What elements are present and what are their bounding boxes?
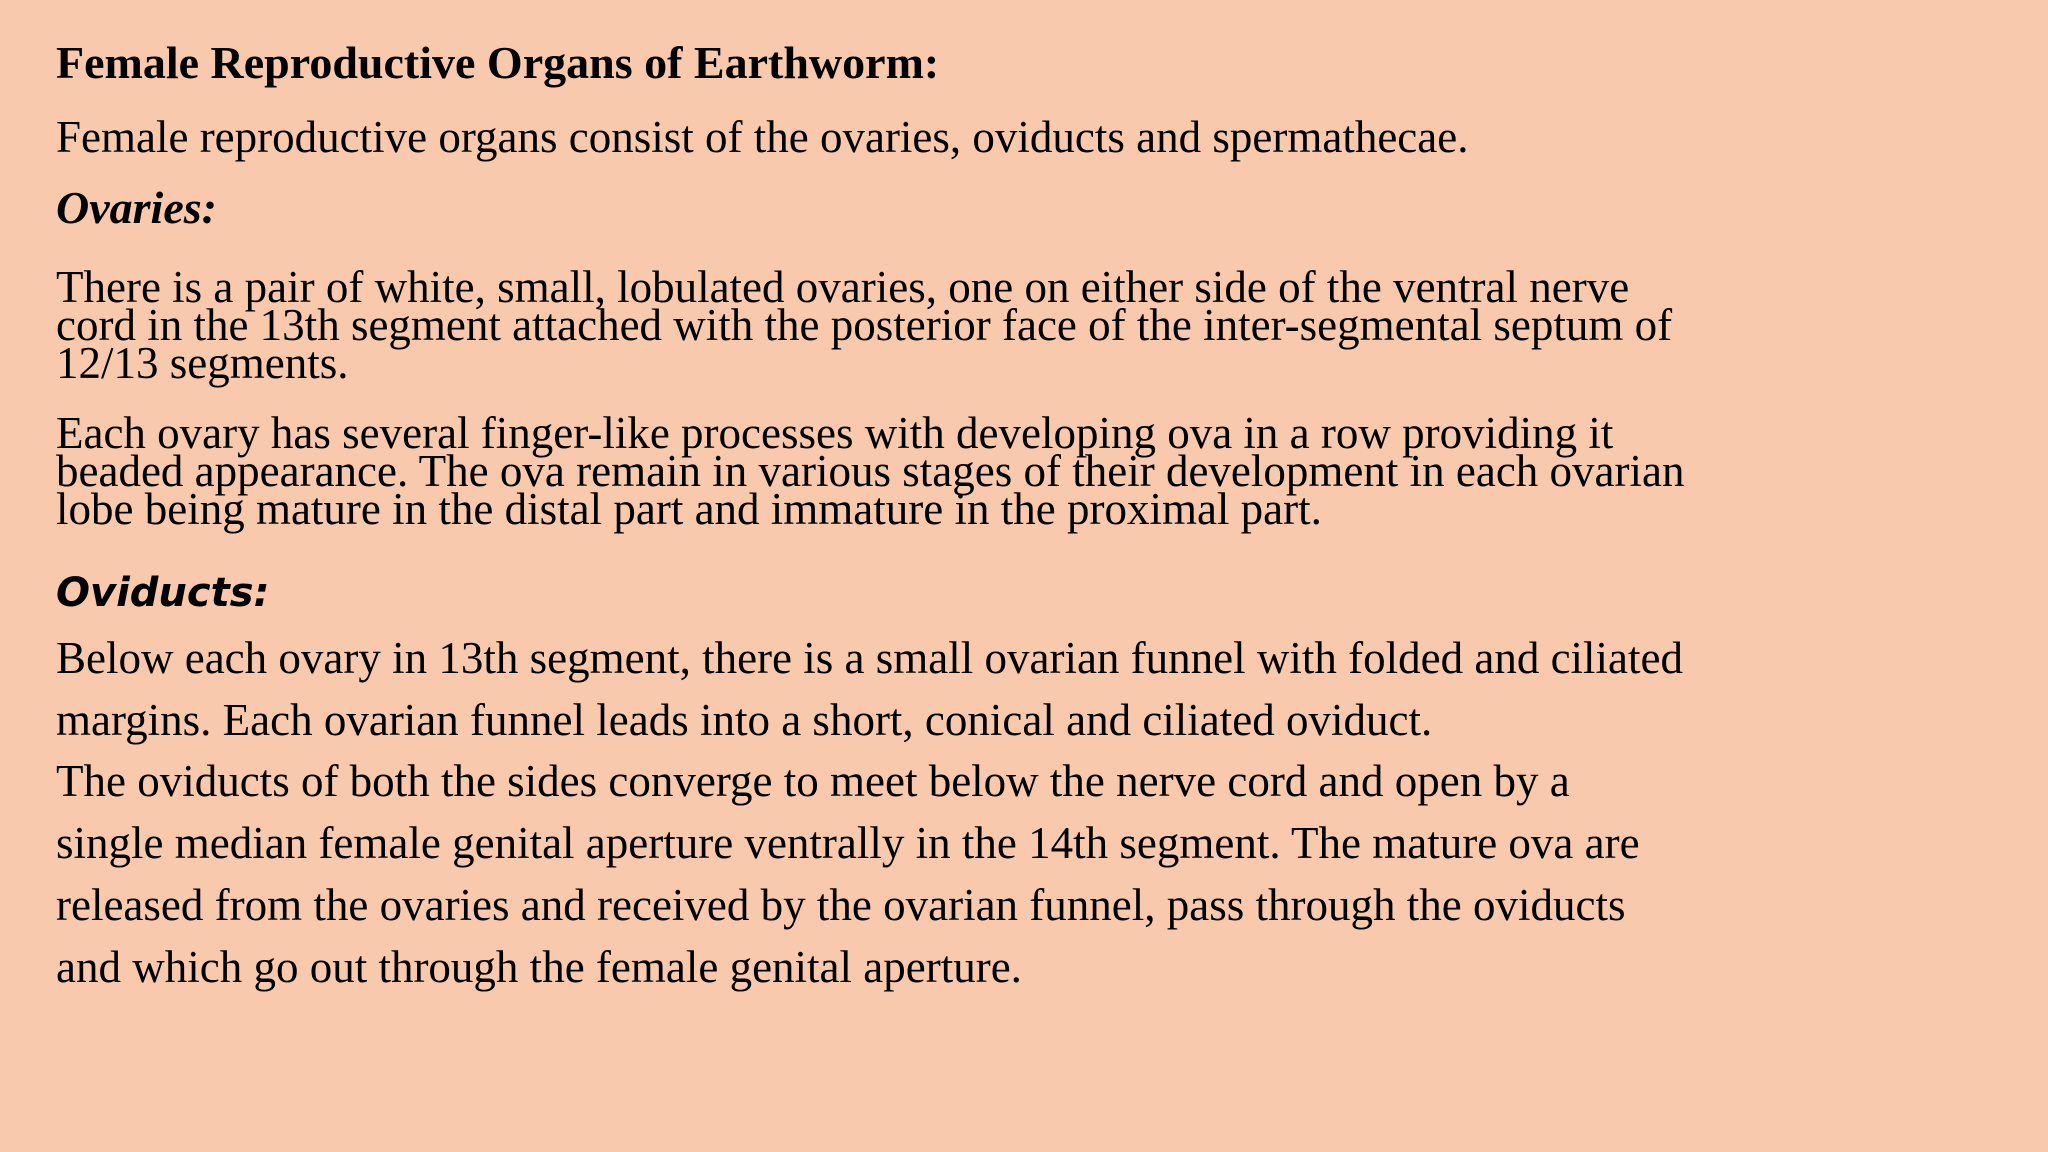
ovaries-paragraph-1 xyxy=(56,262,1673,388)
ovaries-paragraph-2-line: lobe being mature in the distal part and immature in the proximal part. xyxy=(56,484,1322,534)
ovaries-paragraph-2-line: Each ovary has several finger-like processes with developing ova in a row providing it xyxy=(56,408,1614,458)
intro-text: Female reproductive organs consist of the ovaries, oviducts and spermathecae. xyxy=(56,112,1469,162)
oviducts-line: released from the ovaries and received by the ovarian funnel, pass through the oviducts xyxy=(56,879,1626,930)
slide xyxy=(56,0,2016,1152)
oviducts-line: single median female genital aperture ventrally in the 14th segment. The mature ova are xyxy=(56,818,1640,869)
oviducts-line: margins. Each ovarian funnel leads into a short, conical and ciliated oviduct. xyxy=(56,694,1433,745)
ovaries-heading: Ovaries: xyxy=(56,182,217,233)
ovaries-paragraph-2-line: beaded appearance. The ova remain in various stages of their development in each ovarian xyxy=(56,446,1685,496)
oviducts-heading: Oviducts: xyxy=(56,570,270,616)
ovaries-paragraph-2 xyxy=(56,408,1685,534)
ovaries-paragraph-1-line: There is a pair of white, small, lobulated ovaries, one on either side of the ventral nerve xyxy=(56,262,1630,312)
ovaries-paragraph-1-line: cord in the 13th segment attached with the posterior face of the inter-segmental septum of xyxy=(56,300,1673,350)
ovaries-paragraph-1-line: 12/13 segments. xyxy=(56,338,349,388)
oviducts-line: and which go out through the female genital aperture. xyxy=(56,941,1022,992)
oviducts-line: The oviducts of both the sides converge to meet below the nerve cord and open by a xyxy=(56,756,1570,807)
slide-title: Female Reproductive Organs of Earthworm: xyxy=(56,37,940,88)
oviducts-line: Below each ovary in 13th segment, there is a small ovarian funnel with folded and ciliated xyxy=(56,633,1684,683)
oviducts-paragraph xyxy=(56,628,1683,998)
